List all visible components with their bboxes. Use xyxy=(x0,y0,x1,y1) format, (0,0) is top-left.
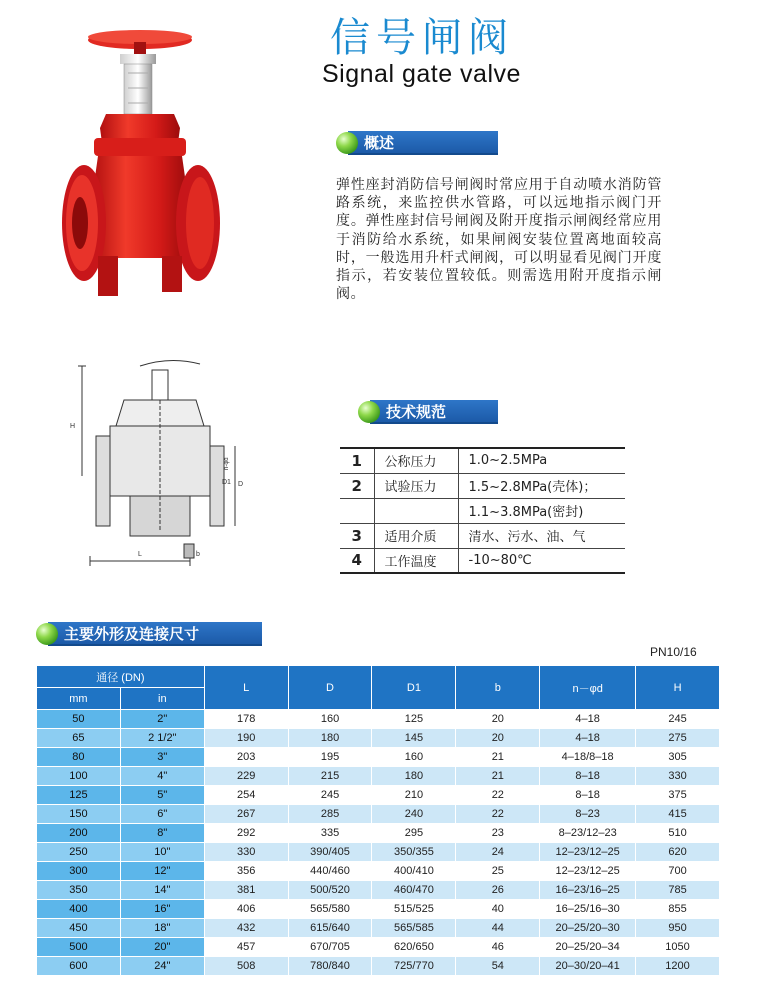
cell-h: 1050 xyxy=(636,938,720,957)
cell-nd: 4–18 xyxy=(540,710,636,729)
cell-nd: 20–30/20–41 xyxy=(540,957,636,976)
cell-h: 700 xyxy=(636,862,720,881)
cell-l: 508 xyxy=(204,957,288,976)
cell-d1: 725/770 xyxy=(372,957,456,976)
cell-h: 1200 xyxy=(636,957,720,976)
cell-l: 330 xyxy=(204,843,288,862)
cell-in: 18" xyxy=(120,919,204,938)
cell-h: 245 xyxy=(636,710,720,729)
cell-l: 267 xyxy=(204,805,288,824)
cell-b: 54 xyxy=(456,957,540,976)
cell-d: 195 xyxy=(288,748,372,767)
cell-mm: 450 xyxy=(37,919,121,938)
cell-mm: 100 xyxy=(37,767,121,786)
spec-value: 清水、污水、油、气 xyxy=(458,523,625,548)
cell-nd: 4–18/8–18 xyxy=(540,748,636,767)
cell-d1: 460/470 xyxy=(372,881,456,900)
cell-d: 615/640 xyxy=(288,919,372,938)
pressure-rating: PN10/16 xyxy=(650,645,697,659)
cell-nd: 4–18 xyxy=(540,729,636,748)
table-row xyxy=(37,748,720,767)
cell-nd: 16–25/16–30 xyxy=(540,900,636,919)
spec-number xyxy=(340,498,374,523)
table-row xyxy=(37,805,720,824)
cell-h: 510 xyxy=(636,824,720,843)
cell-d: 670/705 xyxy=(288,938,372,957)
cell-b: 21 xyxy=(456,748,540,767)
cell-l: 432 xyxy=(204,919,288,938)
cell-d1: 400/410 xyxy=(372,862,456,881)
cell-d: 285 xyxy=(288,805,372,824)
cell-d: 180 xyxy=(288,729,372,748)
cell-b: 46 xyxy=(456,938,540,957)
cell-d: 440/460 xyxy=(288,862,372,881)
spec-row xyxy=(340,498,625,523)
cell-l: 203 xyxy=(204,748,288,767)
header-mm: mm xyxy=(37,688,121,710)
cell-in: 5" xyxy=(120,786,204,805)
dimensions-heading xyxy=(36,622,262,646)
spec-name: 试验压力 xyxy=(374,473,458,498)
cell-h: 330 xyxy=(636,767,720,786)
header-dn: 通径 (DN) xyxy=(37,666,205,688)
header-nd: n－φd xyxy=(540,666,636,710)
cell-mm: 250 xyxy=(37,843,121,862)
table-row xyxy=(37,900,720,919)
spec-row xyxy=(340,523,625,548)
cell-d: 245 xyxy=(288,786,372,805)
cell-l: 406 xyxy=(204,900,288,919)
spec-row xyxy=(340,448,625,473)
spec-value: -10~80℃ xyxy=(458,548,625,573)
overview-text: 弹性座封消防信号闸阀时常应用于自动喷水消防管路系统，来监控供水管路，可以远地指示阀门开度。弹性座封信号闸阀及附开度指示闸阀经常应用于消防给水系统，如果闸阀安装位置离地面较高时，一般选用升杆式闸阀，可以明显看见阀门开度指示，若安装位置较低。则需选用附开度指示闸阀。 xyxy=(336,177,662,303)
cell-nd: 12–23/12–25 xyxy=(540,843,636,862)
cell-b: 25 xyxy=(456,862,540,881)
table-row xyxy=(37,843,720,862)
cell-mm: 125 xyxy=(37,786,121,805)
table-row xyxy=(37,767,720,786)
cell-b: 20 xyxy=(456,710,540,729)
dimension-drawing xyxy=(60,356,270,568)
label-b: b xyxy=(196,551,200,558)
label-L: L xyxy=(138,551,142,558)
cell-in: 8" xyxy=(120,824,204,843)
spec-name xyxy=(374,498,458,523)
cell-d1: 160 xyxy=(372,748,456,767)
cell-d1: 145 xyxy=(372,729,456,748)
cell-b: 23 xyxy=(456,824,540,843)
cell-nd: 20–25/20–34 xyxy=(540,938,636,957)
table-row xyxy=(37,710,720,729)
cell-h: 620 xyxy=(636,843,720,862)
spec-number: 3 xyxy=(340,523,374,548)
spec-number: 2 xyxy=(340,473,374,498)
cell-mm: 500 xyxy=(37,938,121,957)
header-L: L xyxy=(204,666,288,710)
cell-l: 178 xyxy=(204,710,288,729)
cell-mm: 400 xyxy=(37,900,121,919)
cell-l: 254 xyxy=(204,786,288,805)
cell-in: 6" xyxy=(120,805,204,824)
overview-heading xyxy=(336,131,498,155)
cell-b: 26 xyxy=(456,881,540,900)
cell-mm: 65 xyxy=(37,729,121,748)
header-H: H xyxy=(636,666,720,710)
cell-in: 14" xyxy=(120,881,204,900)
cell-b: 21 xyxy=(456,767,540,786)
table-row xyxy=(37,881,720,900)
spec-value: 1.1~3.8MPa(密封) xyxy=(458,498,625,523)
cell-nd: 20–25/20–30 xyxy=(540,919,636,938)
cell-mm: 600 xyxy=(37,957,121,976)
cell-in: 3" xyxy=(120,748,204,767)
cell-b: 44 xyxy=(456,919,540,938)
cell-nd: 8–18 xyxy=(540,786,636,805)
cell-b: 24 xyxy=(456,843,540,862)
cell-d: 565/580 xyxy=(288,900,372,919)
cell-mm: 300 xyxy=(37,862,121,881)
cell-mm: 350 xyxy=(37,881,121,900)
table-row xyxy=(37,919,720,938)
cell-d1: 620/650 xyxy=(372,938,456,957)
cell-mm: 50 xyxy=(37,710,121,729)
spec-number: 1 xyxy=(340,448,374,473)
header-D: D xyxy=(288,666,372,710)
cell-b: 22 xyxy=(456,786,540,805)
cell-d1: 125 xyxy=(372,710,456,729)
spec-name: 工作温度 xyxy=(374,548,458,573)
spec-name: 公称压力 xyxy=(374,448,458,473)
cell-l: 356 xyxy=(204,862,288,881)
cell-nd: 16–23/16–25 xyxy=(540,881,636,900)
cell-l: 292 xyxy=(204,824,288,843)
cell-in: 20" xyxy=(120,938,204,957)
dimensions-table xyxy=(36,665,720,976)
cell-mm: 80 xyxy=(37,748,121,767)
spec-heading xyxy=(358,400,498,424)
cell-l: 381 xyxy=(204,881,288,900)
cell-d1: 240 xyxy=(372,805,456,824)
table-row xyxy=(37,957,720,976)
cell-d1: 210 xyxy=(372,786,456,805)
table-row xyxy=(37,729,720,748)
cell-in: 4" xyxy=(120,767,204,786)
spec-name: 适用介质 xyxy=(374,523,458,548)
cell-nd: 8–23 xyxy=(540,805,636,824)
cell-h: 785 xyxy=(636,881,720,900)
spec-value: 1.5~2.8MPa(壳体)； xyxy=(458,473,625,498)
cell-l: 229 xyxy=(204,767,288,786)
overview-heading-label: 概述 xyxy=(348,131,498,155)
header-D1: D1 xyxy=(372,666,456,710)
spec-heading-label: 技术规范 xyxy=(370,400,498,424)
table-row xyxy=(37,862,720,881)
cell-b: 40 xyxy=(456,900,540,919)
cell-in: 12" xyxy=(120,862,204,881)
table-row xyxy=(37,786,720,805)
cell-in: 10" xyxy=(120,843,204,862)
cell-d: 390/405 xyxy=(288,843,372,862)
label-D1: D1 xyxy=(222,479,231,486)
cell-in: 2" xyxy=(120,710,204,729)
cell-h: 375 xyxy=(636,786,720,805)
green-ball-icon xyxy=(358,401,380,423)
label-H: H xyxy=(70,423,76,430)
spec-table xyxy=(340,447,625,574)
cell-in: 16" xyxy=(120,900,204,919)
cell-d1: 565/585 xyxy=(372,919,456,938)
cell-mm: 200 xyxy=(37,824,121,843)
cell-nd: 8–18 xyxy=(540,767,636,786)
cell-d1: 295 xyxy=(372,824,456,843)
cell-h: 305 xyxy=(636,748,720,767)
header-in: in xyxy=(120,688,204,710)
cell-d: 215 xyxy=(288,767,372,786)
label-D: D xyxy=(238,481,244,488)
cell-b: 22 xyxy=(456,805,540,824)
cell-h: 950 xyxy=(636,919,720,938)
cell-d1: 350/355 xyxy=(372,843,456,862)
green-ball-icon xyxy=(36,623,58,645)
cell-nd: 8–23/12–23 xyxy=(540,824,636,843)
cell-h: 275 xyxy=(636,729,720,748)
cell-nd: 12–23/12–25 xyxy=(540,862,636,881)
spec-row xyxy=(340,548,625,573)
spec-number: 4 xyxy=(340,548,374,573)
label-n-phi-d: n-φd xyxy=(224,457,230,470)
cell-h: 415 xyxy=(636,805,720,824)
cell-h: 855 xyxy=(636,900,720,919)
cell-b: 20 xyxy=(456,729,540,748)
cell-d: 780/840 xyxy=(288,957,372,976)
title-chinese: 信号闸阀 xyxy=(330,15,514,61)
spec-row xyxy=(340,473,625,498)
cell-d: 160 xyxy=(288,710,372,729)
green-ball-icon xyxy=(336,132,358,154)
valve-photo xyxy=(58,28,228,300)
cell-d1: 180 xyxy=(372,767,456,786)
header-b: b xyxy=(456,666,540,710)
table-row xyxy=(37,824,720,843)
spec-value: 1.0~2.5MPa xyxy=(458,448,625,473)
cell-l: 457 xyxy=(204,938,288,957)
dimensions-heading-label: 主要外形及连接尺寸 xyxy=(48,622,262,646)
cell-mm: 150 xyxy=(37,805,121,824)
cell-d: 500/520 xyxy=(288,881,372,900)
table-row xyxy=(37,938,720,957)
cell-l: 190 xyxy=(204,729,288,748)
cell-d1: 515/525 xyxy=(372,900,456,919)
cell-in: 2 1/2" xyxy=(120,729,204,748)
cell-d: 335 xyxy=(288,824,372,843)
title-english: Signal gate valve xyxy=(322,60,521,88)
cell-in: 24" xyxy=(120,957,204,976)
